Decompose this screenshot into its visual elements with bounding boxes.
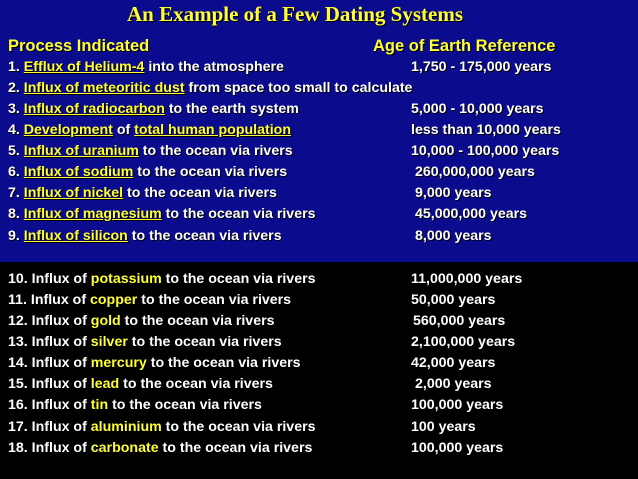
process-text: 2. Influx of meteoritic dust from space too small to calculate bbox=[8, 80, 413, 96]
highlighted-term: Influx of meteoritic dust bbox=[23, 80, 185, 96]
process-text: 4. Development of total human population bbox=[8, 122, 291, 138]
highlighted-term: copper bbox=[90, 292, 138, 308]
age-value: 1,750 - 175,000 years bbox=[411, 59, 552, 75]
process-text: 8. Influx of magnesium to the ocean via rivers bbox=[8, 206, 316, 222]
highlighted-term: silver bbox=[90, 334, 128, 350]
process-row bbox=[0, 185, 638, 205]
process-row bbox=[0, 334, 638, 354]
age-value: 9,000 years bbox=[415, 185, 492, 201]
process-row bbox=[0, 101, 638, 121]
process-text: 5. Influx of uranium to the ocean via rivers bbox=[8, 143, 293, 159]
process-text: 12. Influx of gold to the ocean via rivers bbox=[8, 313, 275, 329]
age-value: 2,100,000 years bbox=[411, 334, 516, 350]
process-text: 6. Influx of sodium to the ocean via rivers bbox=[8, 164, 288, 180]
process-row bbox=[0, 419, 638, 439]
slide-title: An Example of a Few Dating Systems bbox=[127, 2, 463, 26]
age-value: 100 years bbox=[411, 419, 476, 435]
highlighted-term: potassium bbox=[90, 271, 162, 287]
process-text: 9. Influx of silicon to the ocean via rivers bbox=[8, 228, 282, 244]
bottom-panel bbox=[0, 262, 638, 479]
age-value: 2,000 years bbox=[415, 376, 492, 392]
process-row bbox=[0, 313, 638, 333]
process-text: 11. Influx of copper to the ocean via rivers bbox=[8, 292, 292, 308]
highlighted-term: carbonate bbox=[90, 440, 159, 456]
age-value: 45,000,000 years bbox=[415, 206, 528, 222]
process-row bbox=[0, 59, 638, 79]
age-value: 8,000 years bbox=[415, 228, 492, 244]
process-row bbox=[0, 376, 638, 396]
process-text: 18. Influx of carbonate to the ocean via rivers bbox=[8, 440, 313, 456]
age-value: 11,000,000 years bbox=[411, 271, 523, 287]
highlighted-term: Efflux of Helium-4 bbox=[23, 59, 145, 75]
process-column-header: Process Indicated bbox=[8, 37, 150, 55]
highlighted-term: total human population bbox=[134, 122, 291, 138]
age-value: 260,000,000 years bbox=[415, 164, 535, 180]
process-text: 3. Influx of radiocarbon to the earth system bbox=[8, 101, 299, 117]
highlighted-term: Influx of magnesium bbox=[23, 206, 162, 222]
process-text: 17. Influx of aluminium to the ocean via rivers bbox=[8, 419, 316, 435]
process-row bbox=[0, 271, 638, 291]
process-text: 15. Influx of lead to the ocean via rivers bbox=[8, 376, 273, 392]
process-row bbox=[0, 355, 638, 375]
age-value: 42,000 years bbox=[411, 355, 496, 371]
highlighted-term: Development bbox=[23, 122, 113, 138]
age-value: 100,000 years bbox=[411, 440, 504, 456]
process-row bbox=[0, 206, 638, 226]
process-text: 16. Influx of tin to the ocean via rivers bbox=[8, 397, 262, 413]
process-text: 10. Influx of potassium to the ocean via rivers bbox=[8, 271, 316, 287]
process-row bbox=[0, 292, 638, 312]
age-value: 50,000 years bbox=[411, 292, 496, 308]
highlighted-term: Influx of radiocarbon bbox=[23, 101, 165, 117]
process-text: 13. Influx of silver to the ocean via rivers bbox=[8, 334, 282, 350]
highlighted-term: Influx of sodium bbox=[23, 164, 134, 180]
age-value: 5,000 - 10,000 years bbox=[411, 101, 544, 117]
process-row bbox=[0, 228, 638, 248]
highlighted-term: lead bbox=[90, 376, 120, 392]
age-value: less than 10,000 years bbox=[411, 122, 561, 138]
highlighted-term: gold bbox=[90, 313, 121, 329]
highlighted-term: Influx of silicon bbox=[23, 228, 128, 244]
process-row bbox=[0, 143, 638, 163]
process-row bbox=[0, 164, 638, 184]
age-value: 10,000 - 100,000 years bbox=[411, 143, 560, 159]
process-text: 14. Influx of mercury to the ocean via rivers bbox=[8, 355, 301, 371]
highlighted-term: Influx of uranium bbox=[23, 143, 139, 159]
age-value: 100,000 years bbox=[411, 397, 504, 413]
process-text: 7. Influx of nickel to the ocean via rivers bbox=[8, 185, 277, 201]
highlighted-term: tin bbox=[90, 397, 109, 413]
process-row bbox=[0, 440, 638, 460]
process-row bbox=[0, 80, 638, 100]
process-row bbox=[0, 122, 638, 142]
age-value: 560,000 years bbox=[413, 313, 506, 329]
highlighted-term: aluminium bbox=[90, 419, 162, 435]
highlighted-term: Influx of nickel bbox=[23, 185, 124, 201]
process-row bbox=[0, 397, 638, 417]
age-column-header: Age of Earth Reference bbox=[373, 37, 556, 55]
highlighted-term: mercury bbox=[90, 355, 147, 371]
process-text: 1. Efflux of Helium-4 into the atmosphere bbox=[8, 59, 284, 75]
